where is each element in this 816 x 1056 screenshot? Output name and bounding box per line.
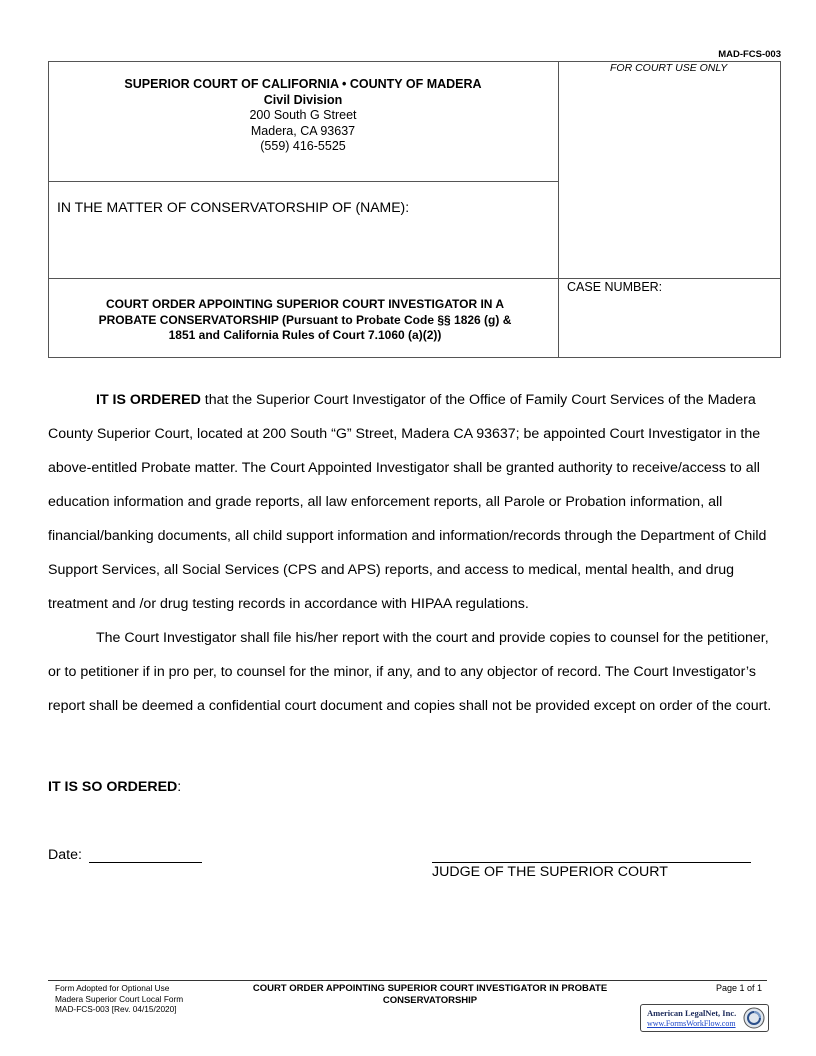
footer-adopted: Form Adopted for Optional Use	[55, 983, 170, 993]
page-number: Page 1 of 1	[715, 983, 762, 993]
judge-signature-line	[432, 862, 751, 863]
order-paragraph-1	[48, 383, 778, 621]
court-phone: (559) 416-5525	[260, 139, 346, 153]
footer-form-info	[55, 983, 183, 1015]
court-division: Civil Division	[263, 92, 343, 107]
legalnet-logo-icon	[743, 1007, 765, 1029]
court-name: SUPERIOR COURT OF CALIFORNIA • COUNTY OF MADERA	[124, 77, 482, 91]
legalnet-url-link[interactable]: www.FormsWorkFlow.com	[647, 1019, 736, 1028]
so-ordered-colon: :	[177, 779, 182, 795]
court-street: 200 South G Street	[249, 108, 357, 122]
order-paragraph-2: The Court Investigator shall file his/her report with the court and provide copies to counsel for the petitioner, or to petitioner if in pro per, to counsel for the minor, if any, and to any objector of record. The Court Investigator’s report shall be deemed a confidential court document and copies shall not be provided except on order of the court.	[48, 630, 772, 714]
caption-divider-horizontal-2	[48, 278, 781, 279]
legalnet-badge[interactable]	[640, 1004, 769, 1032]
footer-title-line-1: COURT ORDER APPOINTING SUPERIOR COURT INVESTIGATOR IN PROBATE	[252, 983, 608, 994]
footer-revision: MAD-FCS-003 [Rev. 04/15/2020]	[55, 1004, 177, 1014]
form-title	[60, 297, 550, 344]
footer-title	[220, 983, 640, 1007]
footer-local-form: Madera Superior Court Local Form	[55, 993, 184, 1004]
footer-rule	[48, 980, 767, 981]
so-ordered	[48, 779, 181, 795]
court-address-block	[48, 77, 558, 155]
date-blank-line	[89, 862, 202, 863]
judge-label: JUDGE OF THE SUPERIOR COURT	[432, 864, 668, 880]
order-paragraph-1-text: that the Superior Court Investigator of the Office of Family Court Services of the Madera County Superior Court, located at 200 South “G” Street, Madera CA 93637; be appointed Court Investigator in the above-entitled Probate matter. The Court Appointed Investigator shall be granted authority to receive/access to all education information and grade reports, all law enforcement reports, all Parole or Probation information, all financial/banking documents, all child support information and information/records through the Department of Child Support Services, all Social Services (CPS and APS) reports, and access to medical, mental health, and drug treatment and /or drug testing records in accordance with HIPAA regulations.	[48, 392, 767, 612]
form-number: MAD-FCS-003	[718, 49, 781, 60]
legalnet-name: American LegalNet, Inc.	[647, 1008, 737, 1018]
case-number-label: CASE NUMBER:	[567, 280, 663, 294]
caption-divider-vertical	[558, 61, 559, 358]
form-title-line-2: PROBATE CONSERVATORSHIP (Pursuant to Probate Code §§ 1826 (g) &	[98, 312, 512, 327]
caption-divider-horizontal-1	[48, 181, 559, 182]
matter-of-label: IN THE MATTER OF CONSERVATORSHIP OF (NAME):	[57, 199, 410, 215]
date-label: Date:	[48, 847, 82, 863]
court-use-only-label: FOR COURT USE ONLY	[610, 62, 728, 74]
order-body	[48, 383, 778, 723]
court-city: Madera, CA 93637	[250, 123, 356, 138]
so-ordered-label: IT IS SO ORDERED	[48, 779, 178, 795]
form-title-line-1: COURT ORDER APPOINTING SUPERIOR COURT INVESTIGATOR IN A	[105, 297, 505, 311]
order-lead: IT IS ORDERED	[96, 392, 201, 408]
form-title-line-3: 1851 and California Rules of Court 7.1060 (a)(2))	[168, 328, 442, 342]
footer-title-line-2: CONSERVATORSHIP	[382, 995, 478, 1006]
